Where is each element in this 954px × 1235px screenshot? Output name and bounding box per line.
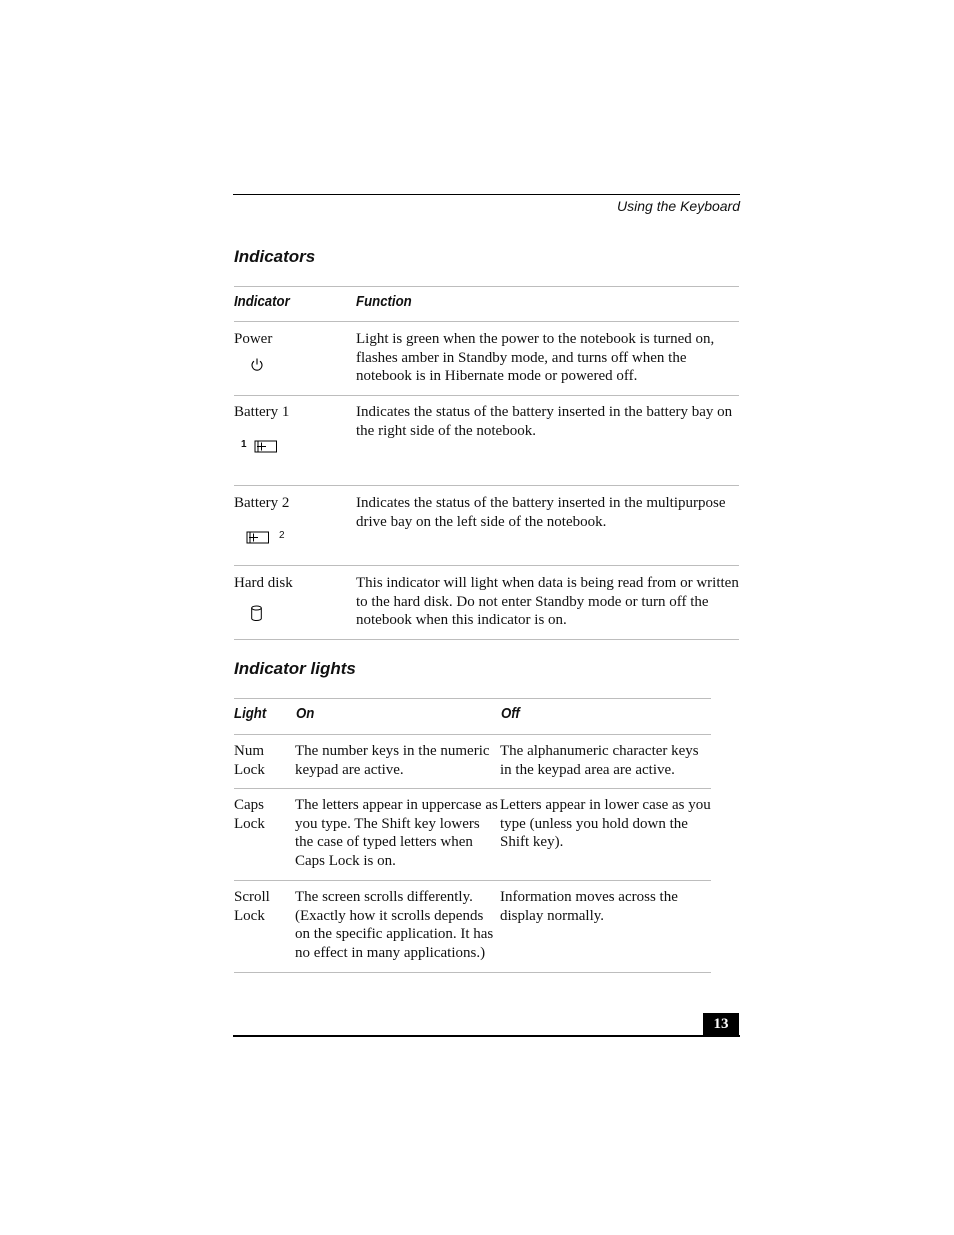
table-rule: [234, 395, 739, 396]
col-header-on: On: [296, 705, 315, 722]
indicator-name: Battery 1: [234, 404, 290, 420]
light-name: Num Lock: [234, 743, 265, 778]
col-header-light: Light: [234, 705, 267, 722]
light-on: The letters appear in uppercase as you type. The Shift key lowers the case of typed letters when Caps Lock is on.: [295, 797, 498, 870]
footer-rule: [233, 1035, 740, 1037]
table-rule: [234, 788, 711, 789]
header-rule: [233, 194, 740, 195]
table-rule: [234, 972, 711, 973]
light-off: Letters appear in lower case as you type (unless you hold down the Shift key).: [500, 797, 711, 851]
table-rule: [234, 565, 739, 566]
running-head: Using the Keyboard: [617, 198, 740, 214]
table-rule: [234, 880, 711, 881]
battery-2-icon: [246, 531, 270, 544]
indicator-lights-title: Indicator lights: [234, 659, 356, 678]
indicators-title: Indicators: [234, 247, 316, 266]
power-icon: [249, 357, 265, 373]
battery-1-label: 1: [241, 439, 247, 450]
indicator-function: Indicates the status of the battery inserted in the multipurpose drive bay on the left side of the notebook.: [356, 495, 726, 530]
table-rule: [234, 286, 739, 287]
battery-1-icon: [254, 440, 278, 453]
indicator-name: Power: [234, 331, 273, 347]
light-name: Scroll Lock: [234, 889, 270, 924]
battery-2-label: 2: [279, 530, 285, 541]
col-header-off: Off: [501, 705, 520, 722]
light-off: Information moves across the display normally.: [500, 889, 678, 924]
table-rule: [234, 734, 711, 735]
indicator-name: Battery 2: [234, 495, 290, 511]
indicator-function: Light is green when the power to the notebook is turned on, flashes amber in Standby mode, and turns off when the notebook is in Hibernate mode or powered off.: [356, 331, 715, 385]
light-on: The screen scrolls differently. (Exactly how it scrolls depends on the specific application. It has no effect in many applications.): [295, 889, 494, 962]
page-number: 13: [703, 1013, 739, 1037]
hard-disk-icon: [250, 605, 263, 622]
light-off: The alphanumeric character keys in the keypad area are active.: [500, 743, 699, 778]
table-rule: [234, 639, 739, 640]
light-on: The number keys in the numeric keypad are active.: [295, 743, 490, 778]
table-rule: [234, 321, 739, 322]
indicator-function: This indicator will light when data is being read from or written to the hard disk. Do not enter Standby mode or turn off the notebook when this indicator is on.: [356, 575, 739, 629]
col-header-function: Function: [356, 293, 412, 310]
indicator-name: Hard disk: [234, 575, 293, 591]
table-rule: [234, 485, 739, 486]
table-rule: [234, 698, 711, 699]
light-name: Caps Lock: [234, 797, 265, 832]
indicator-function: Indicates the status of the battery inserted in the battery bay on the right side of the notebook.: [356, 404, 733, 439]
col-header-indicator: Indicator: [234, 293, 290, 310]
